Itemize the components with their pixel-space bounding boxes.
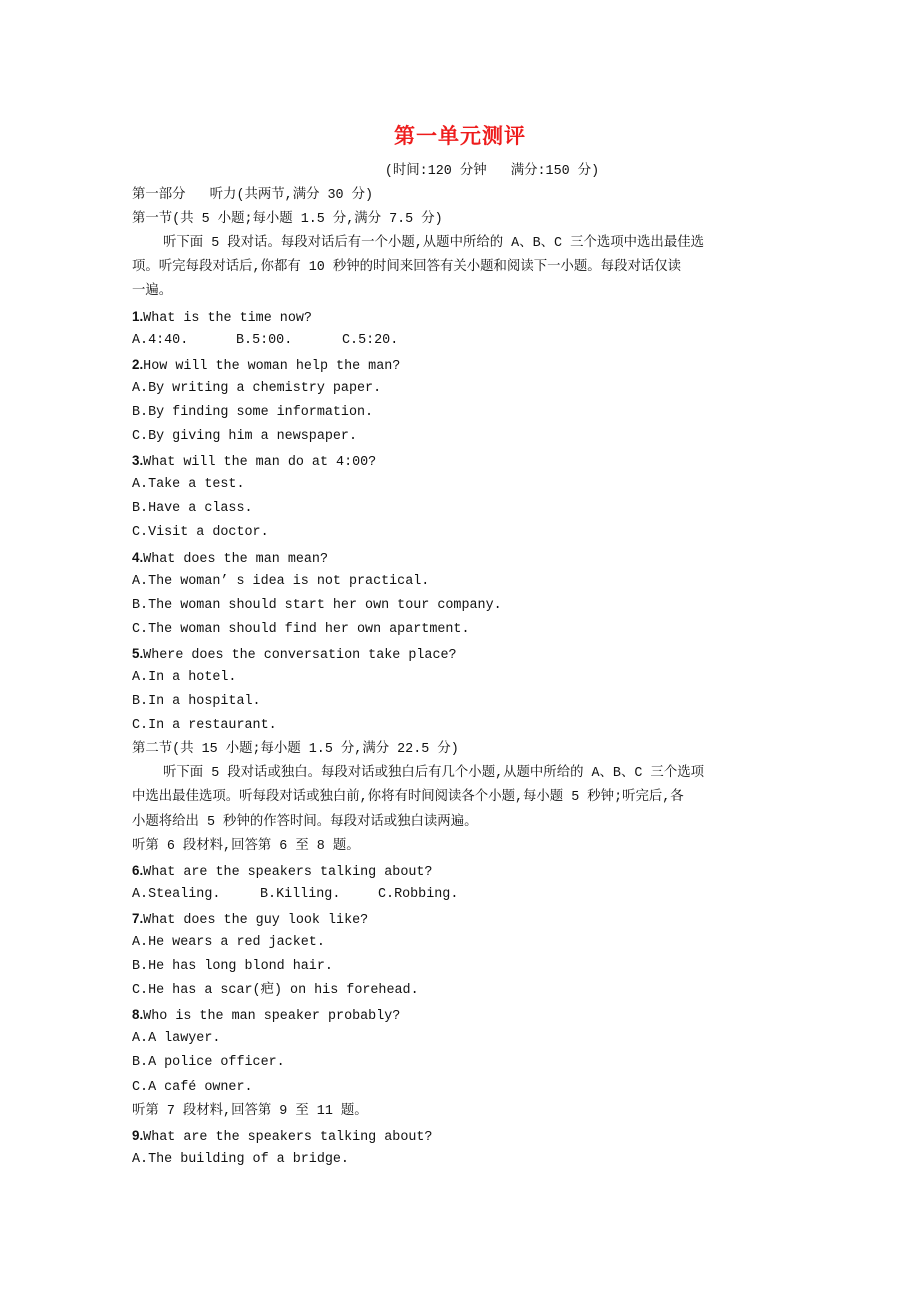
question-number: 4.: [132, 549, 144, 565]
material-heading: 听第 7 段材料,回答第 9 至 11 题。: [132, 1103, 368, 1119]
option: A.In a hotel.: [132, 669, 237, 685]
question-number: 9.: [132, 1127, 144, 1143]
question-text: What are the speakers talking about?: [143, 1129, 433, 1145]
option: C.Robbing.: [378, 886, 459, 902]
question-text: How will the woman help the man?: [143, 358, 401, 374]
option: A.Stealing.: [132, 886, 221, 902]
option: A.The woman’ s idea is not practical.: [132, 573, 430, 589]
question-number: 3.: [132, 453, 144, 469]
option: B.He has long blond hair.: [132, 959, 333, 975]
question: [132, 546, 802, 570]
option: C.The woman should find her own apartment.: [132, 621, 470, 637]
question-number: 5.: [132, 645, 144, 661]
part-heading: 第一部分 听力(共两节,满分 30 分): [132, 188, 374, 204]
section-heading: 第一节(共 5 小题;每小题 1.5 分,满分 7.5 分): [132, 212, 443, 228]
option: B.5:00.: [236, 332, 293, 348]
question-text: Who is the man speaker probably?: [143, 1009, 401, 1025]
question: [132, 907, 802, 931]
option: A.The building of a bridge.: [132, 1151, 349, 1167]
option: A.He wears a red jacket.: [132, 935, 325, 950]
option: B.By finding some information.: [132, 404, 374, 420]
instruction-line: 小题将给出 5 秒钟的作答时间。每段对话或独白读两遍。: [132, 814, 478, 830]
question-number: 1.: [132, 308, 144, 324]
option: B.A police officer.: [132, 1055, 285, 1071]
option: C.Visit a doctor.: [132, 525, 269, 541]
material-heading: 听第 6 段材料,回答第 6 至 8 题。: [132, 838, 360, 854]
option: A.Take a test.: [132, 477, 245, 493]
question-text: What does the man mean?: [143, 551, 328, 567]
instruction-line: 一遍。: [132, 284, 173, 300]
section-heading: 第二节(共 15 小题;每小题 1.5 分,满分 22.5 分): [132, 742, 459, 758]
question: [132, 1003, 802, 1027]
options-row: [132, 883, 802, 907]
option: C.A café owner.: [132, 1079, 253, 1095]
option: C.By giving him a newspaper.: [132, 429, 357, 445]
question: [132, 449, 802, 473]
question-text: What will the man do at 4:00?: [143, 455, 377, 471]
question-number: 7.: [132, 910, 144, 926]
document-title: 第一单元测评: [394, 123, 526, 148]
option: A.By writing a chemistry paper.: [132, 380, 382, 396]
document-body: [132, 160, 802, 1172]
instruction-line: 中选出最佳选项。听每段对话或独白前,你将有时间阅读各个小题,每小题 5 秒钟;听完后,各: [132, 790, 684, 806]
question: [132, 353, 802, 377]
question-text: What is the time now?: [143, 310, 312, 326]
instruction-line: 听下面 5 段对话。每段对话后有一个小题,从题中所给的 A、B、C 三个选项中选出最佳选: [163, 236, 704, 252]
question-number: 2.: [132, 356, 144, 372]
option: C.In a restaurant.: [132, 718, 277, 734]
question-text: Where does the conversation take place?: [143, 647, 457, 663]
option: A.4:40.: [132, 332, 189, 348]
instruction-line: 项。听完每段对话后,你都有 10 秒钟的时间来回答有关小题和阅读下一小题。每段对话仅读: [132, 260, 682, 276]
question-number: 8.: [132, 1007, 144, 1023]
option: B.Killing.: [260, 886, 341, 902]
options-row: [132, 329, 802, 353]
question: [132, 859, 802, 883]
option: B.In a hospital.: [132, 694, 261, 710]
exam-info: (时间:120 分钟 满分:150 分): [384, 164, 600, 179]
question-number: 6.: [132, 862, 144, 878]
option: B.Have a class.: [132, 501, 253, 517]
question: [132, 1124, 802, 1148]
option: B.The woman should start her own tour company.: [132, 597, 502, 613]
option: C.He has a scar(疤) on his forehead.: [132, 983, 419, 999]
option: C.5:20.: [342, 332, 399, 348]
instruction-line: 听下面 5 段对话或独白。每段对话或独白后有几个小题,从题中所给的 A、B、C 三个选项: [163, 766, 704, 782]
question: [132, 305, 802, 329]
question: [132, 642, 802, 666]
question-text: What are the speakers talking about?: [143, 864, 433, 880]
question-text: What does the guy look like?: [143, 912, 369, 928]
option: A.A lawyer.: [132, 1031, 221, 1047]
